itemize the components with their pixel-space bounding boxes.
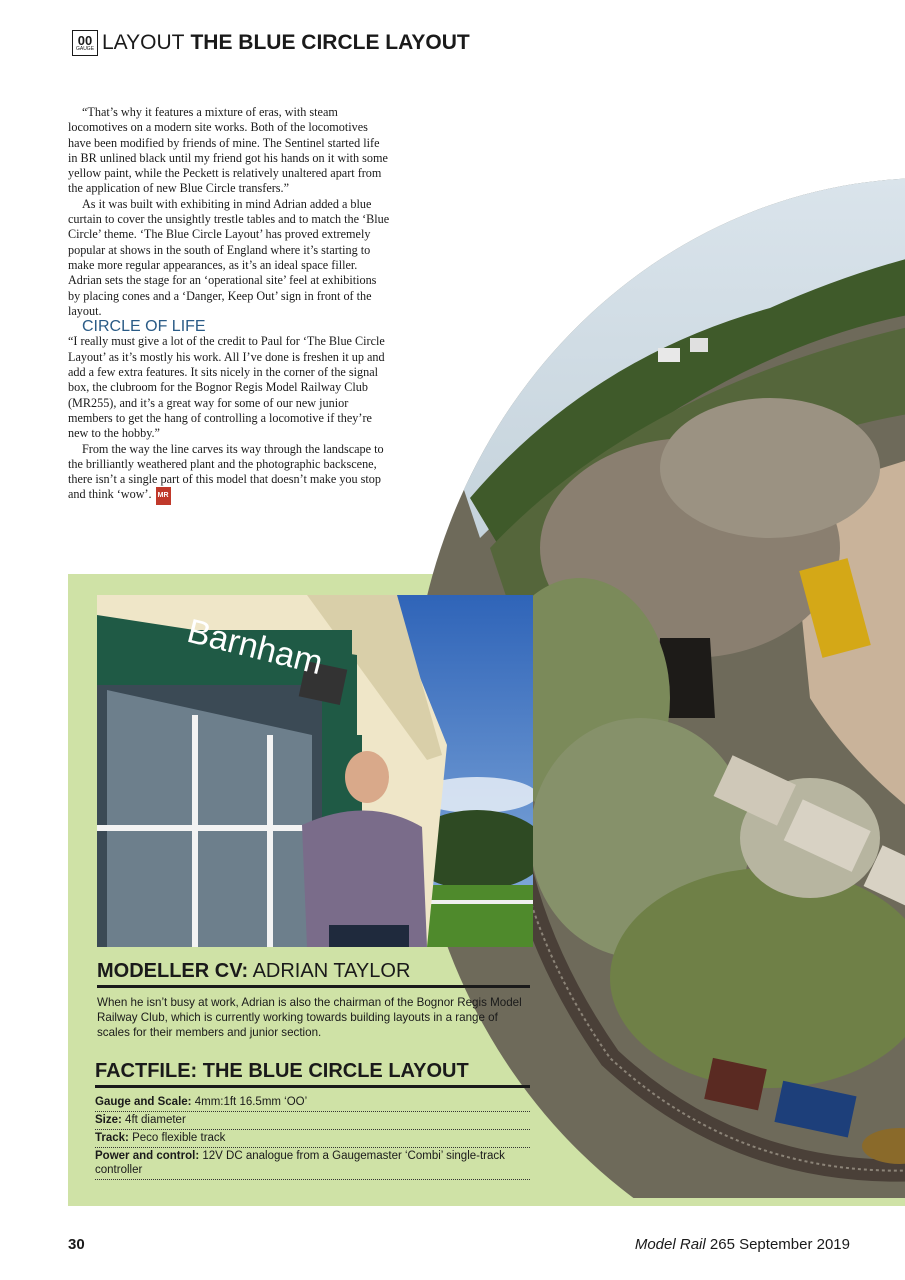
- fact-row: [95, 1148, 530, 1180]
- fact-row: [95, 1130, 530, 1148]
- paragraph: “I really must give a lot of the credit to Paul for ‘The Blue Circle Layout’ as it’s mostly his work. All I’ve done is freshen it up and add a few extra features. It sits nicely in the corner of the signal box, the clubroom for the Bognor Regis Model Railway Club (MR255), and it’s a great way for some of our new junior members to get the hang of controlling a locomotive if they’re new to the hobby.”: [68, 334, 385, 441]
- page-number: 30: [68, 1236, 85, 1253]
- signal-box-photo: [97, 595, 533, 947]
- fact-label: Gauge and Scale:: [95, 1096, 192, 1108]
- paragraph: “That’s why it features a mixture of eras, with steam locomotives on a modern site works. Both of the locomotives have been modified by friends of mine. The Sentinel started life in BR unlined black until my friend got his hands on it with some yellow paint, while the Peckett is relatively unaltered apart from the application of new Blue Circle transfers.”: [68, 105, 388, 196]
- cv-label: MODELLER CV:: [97, 960, 249, 982]
- paragraph: As it was built with exhibiting in mind Adrian added a blue curtain to cover the unsightly trestle tables and to match the ‘Blue Circle’ theme. ‘The Blue Circle Layout’ has proved extremely popular at shows in the south of England where it’s starting to make more regular appearances, as it’s an ideal space filler. Adrian sets the stage for an ‘operational site’ feel at exhibitions by placing cones and a ‘Danger, Keep Out’ sign in front of the layout.: [68, 196, 390, 318]
- paragraph-text: From the way the line carves its way through the landscape to the brilliantly weathered plant and the photographic backscene, there isn’t a single part of this model that doesn’t make you stop and think ‘wow’.: [68, 441, 384, 502]
- fact-value: 4ft diameter: [125, 1114, 186, 1126]
- fact-value: 12V DC analogue from a Gaugemaster ‘Combi’ single-track controller: [95, 1150, 505, 1176]
- fact-row: [95, 1112, 530, 1130]
- fact-label: Track:: [95, 1132, 129, 1144]
- section-label: LAYOUT: [102, 31, 185, 54]
- gauge-number: 00: [77, 33, 93, 48]
- magazine-name: Model Rail: [634, 1236, 706, 1253]
- article-body: [68, 105, 390, 505]
- page-footer: [635, 1236, 850, 1253]
- fact-row: [95, 1094, 530, 1112]
- fact-value: Peco flexible track: [132, 1132, 226, 1144]
- fact-label: Power and control:: [95, 1150, 200, 1162]
- cv-name: ADRIAN TAYLOR: [252, 960, 411, 982]
- fact-value: 4mm:1ft 16.5mm ‘OO’: [194, 1096, 308, 1108]
- paragraph-last: [68, 442, 390, 505]
- factfile-list: [95, 1094, 530, 1180]
- cv-text: When he isn’t busy at work, Adrian is also the chairman of the Bognor Regis Model Railway Club, which is currently working towards building layouts in a range of scales for their members and junior section.: [97, 996, 522, 1039]
- fact-label: Size:: [95, 1114, 122, 1126]
- subheading: CIRCLE OF LIFE: [82, 318, 206, 336]
- issue-info: 265 September 2019: [709, 1236, 850, 1253]
- page-title: THE BLUE CIRCLE LAYOUT: [190, 31, 470, 54]
- gauge-label: GAUGE: [75, 46, 95, 52]
- end-mark: MR: [156, 487, 171, 504]
- page-header: [72, 28, 470, 58]
- factfile-heading: FACTFILE: THE BLUE CIRCLE LAYOUT: [95, 1060, 530, 1088]
- station-sign: Barnham: [183, 611, 327, 683]
- gauge-badge: [72, 30, 98, 56]
- cv-heading: [97, 960, 530, 988]
